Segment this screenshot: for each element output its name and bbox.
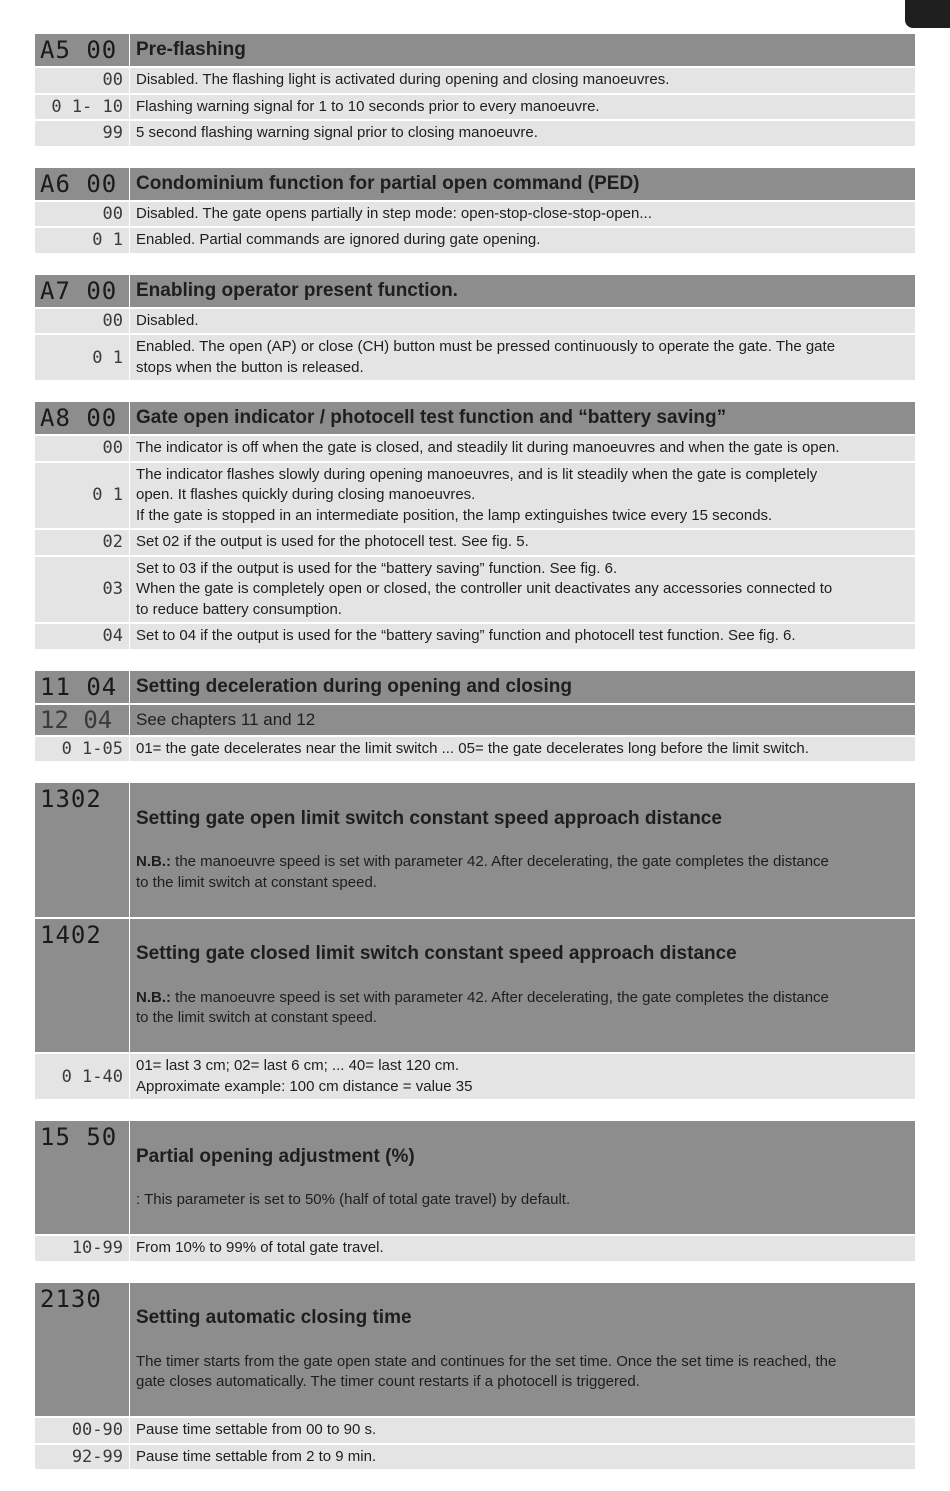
option-value: 0 1- 10 — [35, 95, 129, 120]
parameter-code: A6 00 — [35, 168, 129, 200]
option-value: 92-99 — [35, 1445, 129, 1470]
parameter-header — [35, 783, 915, 917]
parameter-title: Setting gate closed limit switch constant speed approach distance — [136, 943, 737, 964]
option-value: 0 1 — [35, 463, 129, 529]
parameter-header — [35, 919, 915, 1053]
parameter-header — [35, 275, 915, 307]
parameter-header — [35, 1283, 915, 1417]
parameter-code: 12 04 — [35, 705, 129, 735]
parameter-code: A8 00 — [35, 402, 129, 434]
parameter-section-15 — [35, 1121, 915, 1261]
option-value: 03 — [35, 557, 129, 623]
note-text: the manoeuvre speed is set with parameter 42. After decelerating, the gate completes the distance to the limit switch at constant speed. — [136, 853, 829, 891]
parameter-header — [35, 1121, 915, 1234]
parameter-title: Setting automatic closing time — [136, 1307, 412, 1328]
option-row — [35, 1236, 915, 1261]
option-value: 0 1-40 — [35, 1054, 129, 1099]
option-row — [35, 1054, 915, 1099]
parameter-section-a6 — [35, 168, 915, 253]
option-row — [35, 202, 915, 227]
option-value: 0 1 — [35, 335, 129, 380]
option-value: 04 — [35, 624, 129, 649]
option-text: Flashing warning signal for 1 to 10 seconds prior to every manoeuvre. — [130, 95, 915, 120]
option-value: 00-90 — [35, 1418, 129, 1443]
option-value: 00 — [35, 68, 129, 93]
option-text: Enabled. Partial commands are ignored during gate opening. — [130, 228, 915, 253]
parameter-code: 2130 — [35, 1283, 129, 1417]
option-text: The indicator flashes slowly during opening manoeuvres, and is lit steadily when the gate is completely open. It flashes quickly during closing manoeuvres. If the gate is stopped in an intermediate position, the lamp extinguishes twice every 15 seconds. — [130, 463, 915, 529]
parameter-note: The timer starts from the gate open state and continues for the set time. Once the set time is reached, the gate closes automatically. The timer count restarts if a photocell is triggered. — [136, 1352, 837, 1390]
option-text: From 10% to 99% of total gate travel. — [130, 1236, 915, 1261]
option-text: Disabled. The flashing light is activated during opening and closing manoeuvres. — [130, 68, 915, 93]
option-value: 00 — [35, 436, 129, 461]
parameter-header — [35, 671, 915, 703]
parameter-code: A7 00 — [35, 275, 129, 307]
parameter-note — [136, 852, 909, 893]
parameter-title: Condominium function for partial open command (PED) — [136, 172, 640, 194]
parameter-header — [35, 168, 915, 200]
parameter-table — [35, 34, 915, 1491]
parameter-section-a8 — [35, 402, 915, 649]
option-text: 01= last 3 cm; 02= last 6 cm; ... 40= last 120 cm. Approximate example: 100 cm distance = value 35 — [130, 1054, 915, 1099]
parameter-subheader — [35, 705, 915, 735]
parameter-note: : This parameter is set to 50% (half of total gate travel) by default. — [136, 1191, 571, 1208]
option-value: 00 — [35, 309, 129, 334]
option-row — [35, 228, 915, 253]
note-text: the manoeuvre speed is set with parameter 42. After decelerating, the gate completes the distance to the limit switch at constant speed. — [136, 988, 829, 1026]
option-row — [35, 335, 915, 380]
parameter-code: 1402 — [35, 919, 129, 1053]
parameter-section-21 — [35, 1283, 915, 1470]
option-row — [35, 624, 915, 649]
option-text: Disabled. The gate opens partially in step mode: open-stop-close-stop-open... — [130, 202, 915, 227]
option-row — [35, 1445, 915, 1470]
parameter-code: 11 04 — [35, 671, 129, 703]
option-text: Pause time settable from 2 to 9 min. — [130, 1445, 915, 1470]
option-text: Set to 03 if the output is used for the “battery saving” function. See fig. 6. When the gate is completely open or closed, the controller unit deactivates any accessories connected to to reduce battery consumption. — [130, 557, 915, 623]
parameter-header — [35, 34, 915, 66]
option-text: 5 second flashing warning signal prior to closing manoeuvre. — [130, 121, 915, 146]
option-text: 01= the gate decelerates near the limit switch ... 05= the gate decelerates long before the limit switch. — [130, 737, 915, 762]
option-row — [35, 463, 915, 529]
option-text: Enabled. The open (AP) or close (CH) button must be pressed continuously to operate the gate. The gate stops when the button is released. — [130, 335, 915, 380]
parameter-code: A5 00 — [35, 34, 129, 66]
parameter-section-a7 — [35, 275, 915, 381]
option-row — [35, 309, 915, 334]
option-text: The indicator is off when the gate is closed, and steadily lit during manoeuvres and when the gate is open. — [130, 436, 915, 461]
option-text: Pause time settable from 00 to 90 s. — [130, 1418, 915, 1443]
parameter-title: Gate open indicator / photocell test function and “battery saving” — [136, 407, 727, 428]
parameter-subheader-text: See chapters 11 and 12 — [130, 705, 915, 735]
parameter-header — [35, 402, 915, 434]
parameter-code: 1302 — [35, 783, 129, 917]
parameter-title: Partial opening adjustment (%) — [136, 1145, 415, 1167]
option-value: 0 1-05 — [35, 737, 129, 762]
option-text: Set 02 if the output is used for the photocell test. See fig. 5. — [130, 530, 915, 555]
option-text: Disabled. — [130, 309, 915, 334]
option-row — [35, 530, 915, 555]
option-row — [35, 737, 915, 762]
parameter-title: Enabling operator present function. — [136, 279, 458, 301]
nb-label: N.B.: — [136, 853, 171, 870]
option-row — [35, 95, 915, 120]
parameter-section-11 — [35, 671, 915, 762]
parameter-section-a5 — [35, 34, 915, 146]
parameter-section-13 — [35, 783, 915, 1099]
option-text: Set to 04 if the output is used for the “battery saving” function and photocell test function. See fig. 6. — [130, 624, 915, 649]
parameter-code: 15 50 — [35, 1121, 129, 1234]
parameter-title: Pre-flashing — [136, 39, 246, 60]
nb-label: N.B.: — [136, 988, 171, 1006]
option-value: 10-99 — [35, 1236, 129, 1261]
option-row — [35, 68, 915, 93]
option-value: 0 1 — [35, 228, 129, 253]
option-row — [35, 121, 915, 146]
option-value: 02 — [35, 530, 129, 555]
page-corner-tab — [905, 0, 950, 28]
parameter-title: Setting deceleration during opening and closing — [136, 675, 572, 697]
parameter-note — [136, 988, 909, 1029]
option-row — [35, 1418, 915, 1443]
option-row — [35, 436, 915, 461]
parameter-title: Setting gate open limit switch constant speed approach distance — [136, 807, 722, 829]
option-row — [35, 557, 915, 623]
option-value: 99 — [35, 121, 129, 146]
option-value: 00 — [35, 202, 129, 227]
